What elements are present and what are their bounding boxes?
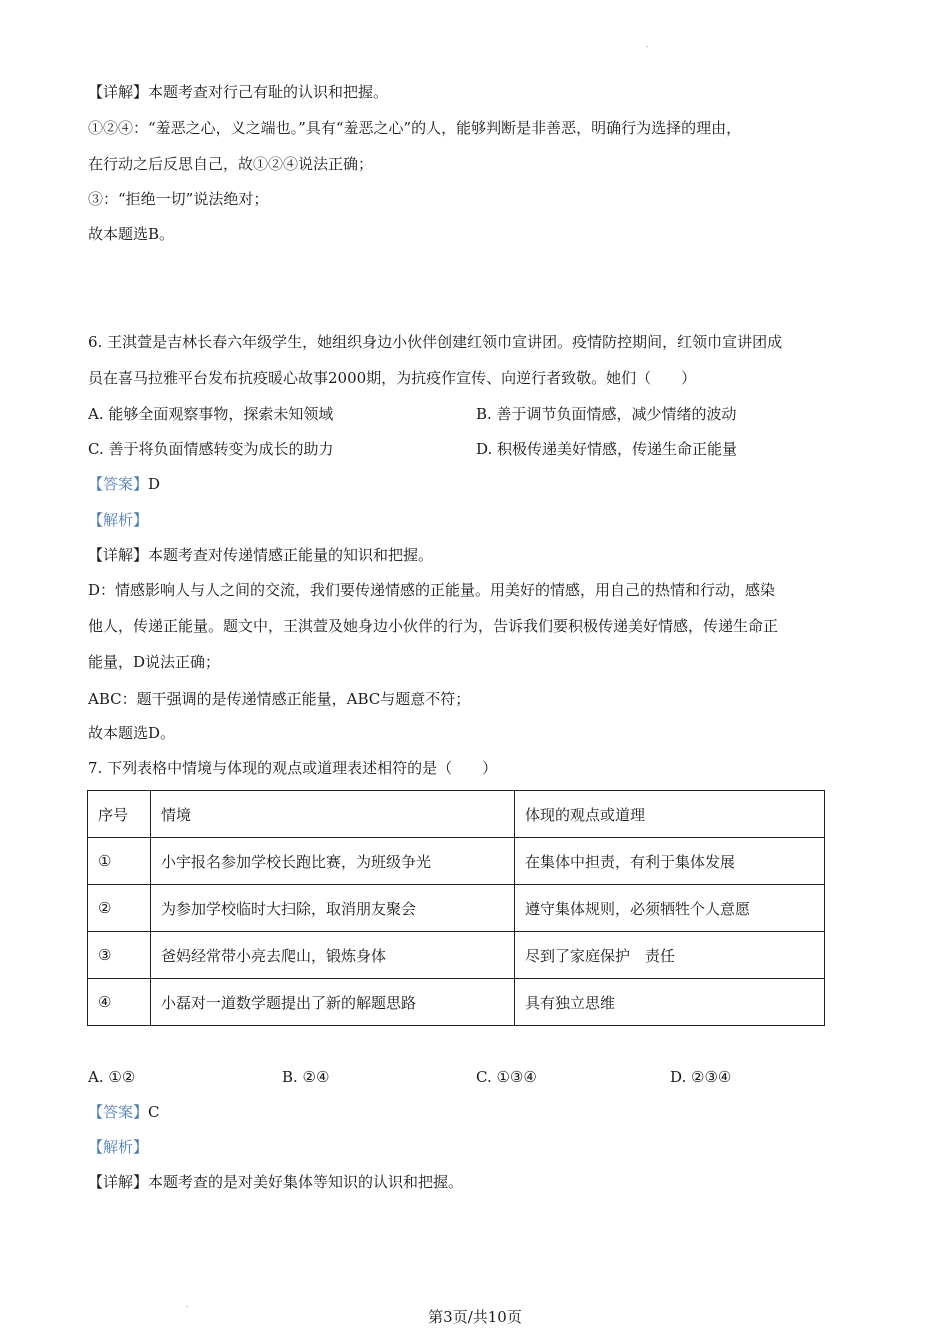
q6-stem-line-1: 6. 王淇萱是吉林长春六年级学生，她组织身边小伙伴创建红领巾宣讲团。疫情防控期间，红领巾宣讲团成: [88, 333, 783, 351]
table-cell: 爸妈经常带小亮去爬山，锻炼身体: [151, 932, 515, 979]
q6-explanation-line-1: D：情感影响人与人之间的交流，我们要传递情感的正能量。用美好的情感，用自己的热情和行动，感染: [88, 581, 776, 599]
page-footer: 第3页/共10页: [428, 1308, 522, 1326]
q7-option-d: D. ②③④: [670, 1068, 732, 1086]
table-cell: ①: [88, 838, 151, 885]
q6-conclusion: 故本题选D。: [88, 724, 176, 742]
table-cell: 尽到了家庭保护 责任: [515, 932, 825, 979]
header-cell: 情境: [151, 791, 515, 838]
q6-answer-label: 【答案】: [88, 475, 149, 493]
table-cell: 在集体中担责，有利于集体发展: [515, 838, 825, 885]
table-cell: 遵守集体规则，必须牺牲个人意愿: [515, 885, 825, 932]
prev-detail: 【详解】本题考查对行己有耻的认识和把握。: [88, 83, 389, 101]
table-row: [88, 979, 825, 1026]
table-row: [88, 838, 825, 885]
table-header-row: [88, 791, 825, 838]
q7-option-b: B. ②④: [282, 1068, 330, 1086]
scan-dot-bottom: .: [186, 1300, 189, 1309]
prev-explanation-line-2: 在行动之后反思自己，故①②④说法正确；: [88, 155, 374, 173]
q6-explanation-line-4: ABC：题干强调的是传递情感正能量，ABC与题意不符；: [88, 690, 471, 708]
q7-answer-value: C: [148, 1103, 160, 1121]
q6-explanation-line-3: 能量，D说法正确；: [88, 653, 221, 671]
q7-answer: [88, 1102, 160, 1122]
q6-stem-line-2: 员在喜马拉雅平台发布抗疫暖心故事2000期，为抗疫作宣传、向逆行者致敬。她们（ ）: [88, 369, 697, 387]
q7-table: [87, 790, 825, 1026]
prev-explanation-line-3: ③：“拒绝一切”说法绝对；: [88, 190, 269, 208]
table-cell: 为参加学校临时大扫除，取消朋友聚会: [151, 885, 515, 932]
q6-answer-value: D: [148, 475, 161, 493]
q6-explanation-line-2: 他人，传递正能量。题文中，王淇萱及她身边小伙伴的行为，告诉我们要积极传递美好情感，传递生命正: [88, 617, 779, 635]
q7-answer-label: 【答案】: [88, 1103, 149, 1121]
q6-answer: [88, 474, 160, 494]
q7-analysis-label: 【解析】: [88, 1138, 149, 1156]
q6-option-a: A. 能够全面观察事物，探索未知领域: [88, 405, 334, 423]
q7-detail: 【详解】本题考查的是对美好集体等知识的认识和把握。: [88, 1173, 464, 1191]
table-cell: ④: [88, 979, 151, 1026]
q6-detail: 【详解】本题考查对传递情感正能量的知识和把握。: [88, 546, 434, 564]
table-cell: 小磊对一道数学题提出了新的解题思路: [151, 979, 515, 1026]
prev-conclusion: 故本题选B。: [88, 225, 175, 243]
prev-explanation-line-1: ①②④：“羞恶之心，义之端也。”具有“羞恶之心”的人，能够判断是非善恶，明确行为选择的理由，: [88, 119, 742, 137]
q6-option-b: B. 善于调节负面情感，减少情绪的波动: [476, 405, 737, 423]
q6-option-c: C. 善于将负面情感转变为成长的助力: [88, 440, 334, 458]
q7-stem: 7. 下列表格中情境与体现的观点或道理表述相符的是（ ）: [88, 759, 498, 777]
table-row: [88, 885, 825, 932]
table-row: [88, 932, 825, 979]
table-cell: 小宇报名参加学校长跑比赛，为班级争光: [151, 838, 515, 885]
table-cell: 具有独立思维: [515, 979, 825, 1026]
table-cell: ②: [88, 885, 151, 932]
q6-option-d: D. 积极传递美好情感，传递生命正能量: [476, 440, 738, 458]
q6-analysis-label: 【解析】: [88, 511, 149, 529]
header-cell: 体现的观点或道理: [515, 791, 825, 838]
q7-option-c: C. ①③④: [476, 1068, 537, 1086]
scan-dot-top: .: [646, 40, 649, 49]
header-cell: 序号: [88, 791, 151, 838]
q7-option-a: A. ①②: [88, 1068, 136, 1086]
table-cell: ③: [88, 932, 151, 979]
